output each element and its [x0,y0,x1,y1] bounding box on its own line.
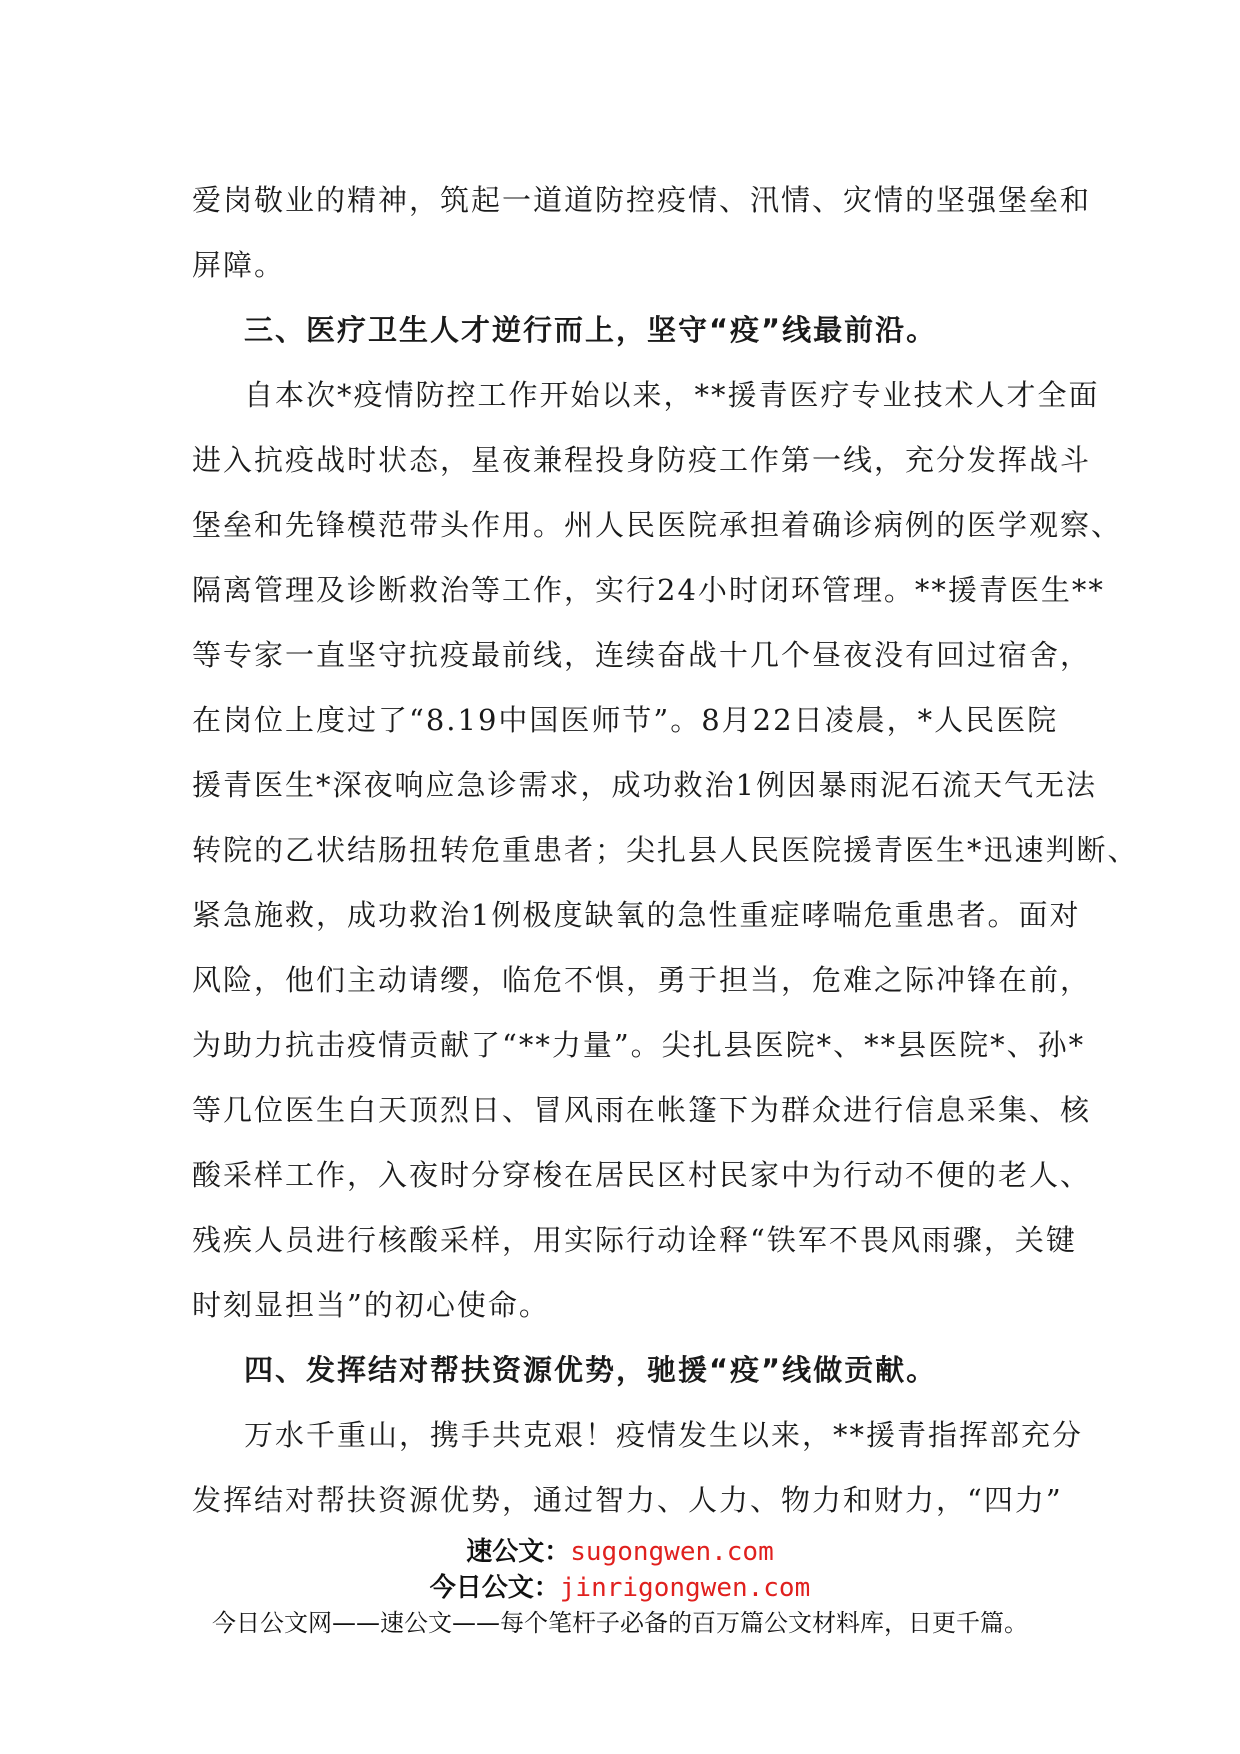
text-line: 转院的乙状结肠扭转危重患者；尖扎县人民医院援青医生*迅速判断、 [192,833,1139,867]
text-line: 时刻显担当”的初心使命。 [192,1288,550,1322]
text-line: 风险，他们主动请缨，临危不惧，勇于担当，危难之际冲锋在前， [192,963,1092,997]
text-line: 隔离管理及诊断救治等工作，实行24小时闭环管理。**援青医生** [192,573,1105,607]
text-line: 酸采样工作，入夜时分穿梭在居民区村民家中为行动不便的老人、 [192,1158,1092,1192]
footer-link-jinrigongwen[interactable]: jinrigongwen.com [559,1573,811,1603]
text-line: 屏障。 [192,248,286,282]
footer-line-sugongwen [0,1534,1240,1570]
footer-link-sugongwen[interactable]: sugongwen.com [570,1537,774,1567]
footer-label: 速公文： [466,1537,571,1567]
text-line: 为助力抗击疫情贡献了“**力量”。尖扎县医院*、**县医院*、孙* [192,1028,1086,1062]
text-line: 紧急施救，成功救治1例极度缺氧的急性重症哮喘危重患者。面对 [192,898,1081,932]
text-line: 进入抗疫战时状态，星夜兼程投身防疫工作第一线，充分发挥战斗 [192,443,1092,477]
text-line: 等几位医生白天顶烈日、冒风雨在帐篷下为群众进行信息采集、核 [192,1093,1092,1127]
watermark-footer [0,1534,1240,1640]
text-line: 等专家一直坚守抗疫最前线，连续奋战十几个昼夜没有回过宿舍， [192,638,1092,672]
footer-label: 今日公文： [429,1573,560,1603]
section-heading: 四、发挥结对帮扶资源优势，驰援“疫”线做贡献。 [244,1353,938,1387]
text-line: 残疾人员进行核酸采样，用实际行动诠释“铁军不畏风雨骤，关键 [192,1223,1077,1257]
text-line: 万水千重山，携手共克艰！疫情发生以来，**援青指挥部充分 [244,1418,1084,1452]
text-line: 自本次*疫情防控工作开始以来，**援青医疗专业技术人才全面 [244,378,1100,412]
text-line: 堡垒和先锋模范带头作用。州人民医院承担着确诊病例的医学观察、 [192,508,1123,542]
document-body [192,168,1139,1533]
footer-line-jinrigongwen [0,1570,1240,1606]
footer-slogan: 今日公文网——速公文——每个笔杆子必备的百万篇公文材料库，日更千篇。 [212,1609,1028,1637]
text-line: 发挥结对帮扶资源优势，通过智力、人力、物力和财力，“四力” [192,1483,1063,1517]
text-line: 援青医生*深夜响应急诊需求，成功救治1例因暴雨泥石流天气无法 [192,768,1097,802]
section-heading: 三、医疗卫生人才逆行而上，坚守“疫”线最前沿。 [244,313,938,347]
text-line: 爱岗敬业的精神，筑起一道道防控疫情、汛情、灾情的坚强堡垒和 [192,183,1092,217]
text-line: 在岗位上度过了“8.19中国医师节”。8月22日凌晨，*人民医院 [192,703,1059,737]
